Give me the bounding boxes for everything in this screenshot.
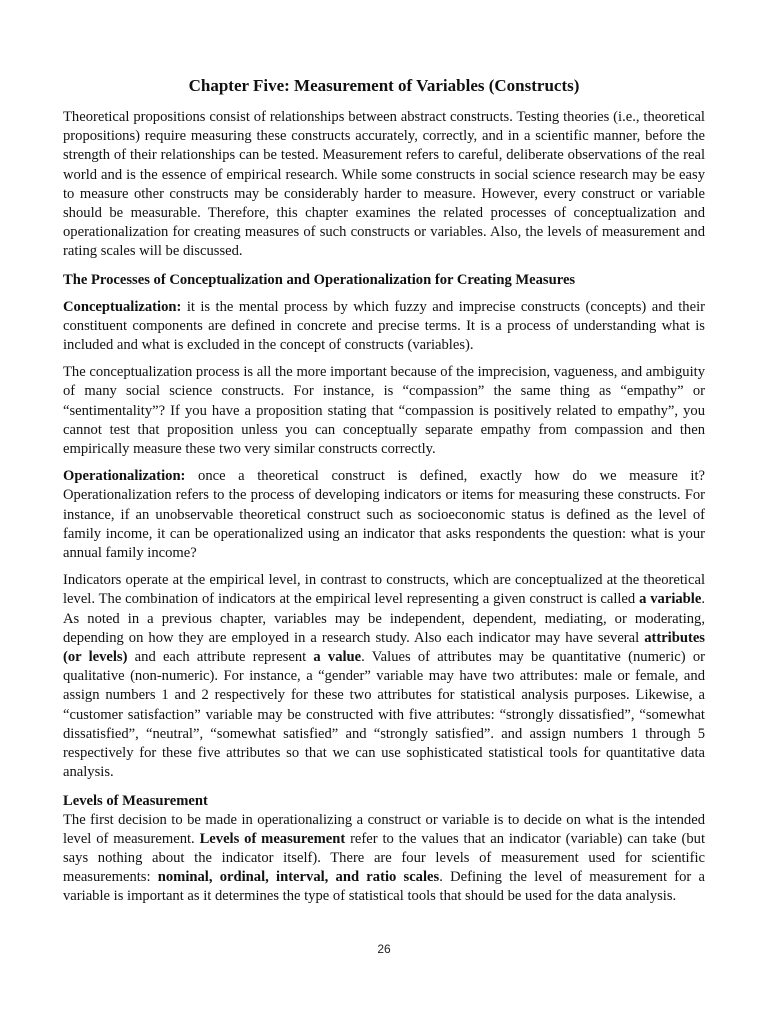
indicators-text-1: Indicators operate at the empirical level, in contrast to constructs, which are conceptualized at the theoretical level. The combination of indicators at the empirical level representing a given construct is called [63,572,705,608]
levels-text-3: . Defining the level of measurement for a variable is important as it determines the type of statistical tools that should be used for the data analysis. [63,869,705,905]
conceptualization-term: Conceptualization: [63,298,182,315]
indicators-bold-variable: a variable [639,591,702,608]
levels-paragraph [63,811,705,907]
levels-bold-scales: nominal, ordinal, interval, and ratio scales [157,869,440,886]
levels-text-2: refer to the values that an indicator (variable) can take (but says nothing about the indicator itself). There are four levels of measurement used for scientific measurements: [63,830,705,886]
operationalization-paragraph [63,467,705,563]
operationalization-text: once a theoretical construct is defined, exactly how do we measure it? Operationalization refers to the process of developing indicators or items for measuring these constructs. For instance, if an unobservable theoretical construct such as socioeconomic status is defined as the level of family income, it can be operationalized using an indicator that asks respondents the question: what is your annual family income? [63,468,705,562]
indicators-bold-value: a value [313,649,362,666]
conceptualization-paragraph [63,298,705,356]
levels-text-1: The first decision to be made in operationalizing a construct or variable is to decide on what is the intended level of measurement. [63,811,705,847]
chapter-title: Chapter Five: Measurement of Variables (Constructs) [188,76,580,95]
operationalization-term: Operationalization: [63,468,186,485]
indicators-text-4: . Values of attributes may be quantitative (numeric) or qualitative (non-numeric). For instance, a “gender” variable may have two attributes: male or female, and assign numbers 1 and 2 respectively for these two attributes for statistical analysis purposes. Likewise, a “customer satisfaction” variable may be constructed with five attributes: “strongly dissatisfied”, “somewhat dissatisfied”, “neutral”, “somewhat satisfied” and “strongly satisfied”. and assign numbers 1 through 5 respectively for these five attributes so that we can use sophisticated statistical tools for quantitative data analysis. [63,649,706,781]
conceptualization-text: it is the mental process by which fuzzy and imprecise constructs (concepts) and their constituent components are defined in concrete and precise terms. It is a process of understanding what is included and what is excluded in the concept of constructs (variables). [63,298,705,354]
section-heading-levels: Levels of Measurement [63,792,208,809]
page-number: 26 [377,942,391,956]
levels-bold-term: Levels of measurement [199,830,346,847]
intro-paragraph: Theoretical propositions consist of relationships between abstract constructs. Testing theories (i.e., theoretical propositions) require measuring these constructs accurately, correctly, and in a scientific manner, before the strength of their relationships can be tested. Measurement refers to careful, deliberate observations of the real world and is the essence of empirical research. While some constructs in social science research may be easy to measure other constructs may be considerably harder to measure. However, every construct or variable should be measurable. Therefore, this chapter examines the related processes of conceptualization and operationalization for creating measures of such constructs or variables. Also, the levels of measurement and rating scales will be discussed. [63,109,705,260]
conceptualization-paragraph-2: The conceptualization process is all the more important because of the imprecision, vagueness, and ambiguity of many social science constructs. For instance, is “compassion” the same thing as “empathy” or “sentimentality”? If you have a proposition stating that “compassion is positively related to empathy”, you cannot test that proposition unless you can conceptually separate empathy from compassion and then empirically measure these two very similar constructs correctly. [63,364,705,458]
indicators-paragraph [63,571,705,782]
indicators-text-2: . As noted in a previous chapter, variables may be independent, dependent, mediating, or moderating, depending on how they are employed in a research study. Also each indicator may have several [63,591,705,646]
indicators-text-3: and each attribute represent [127,649,314,666]
indicators-bold-attributes: attributes (or levels) [63,629,705,666]
document-page [63,74,705,915]
section-heading-processes: The Processes of Conceptualization and Operationalization for Creating Measures [63,271,576,288]
